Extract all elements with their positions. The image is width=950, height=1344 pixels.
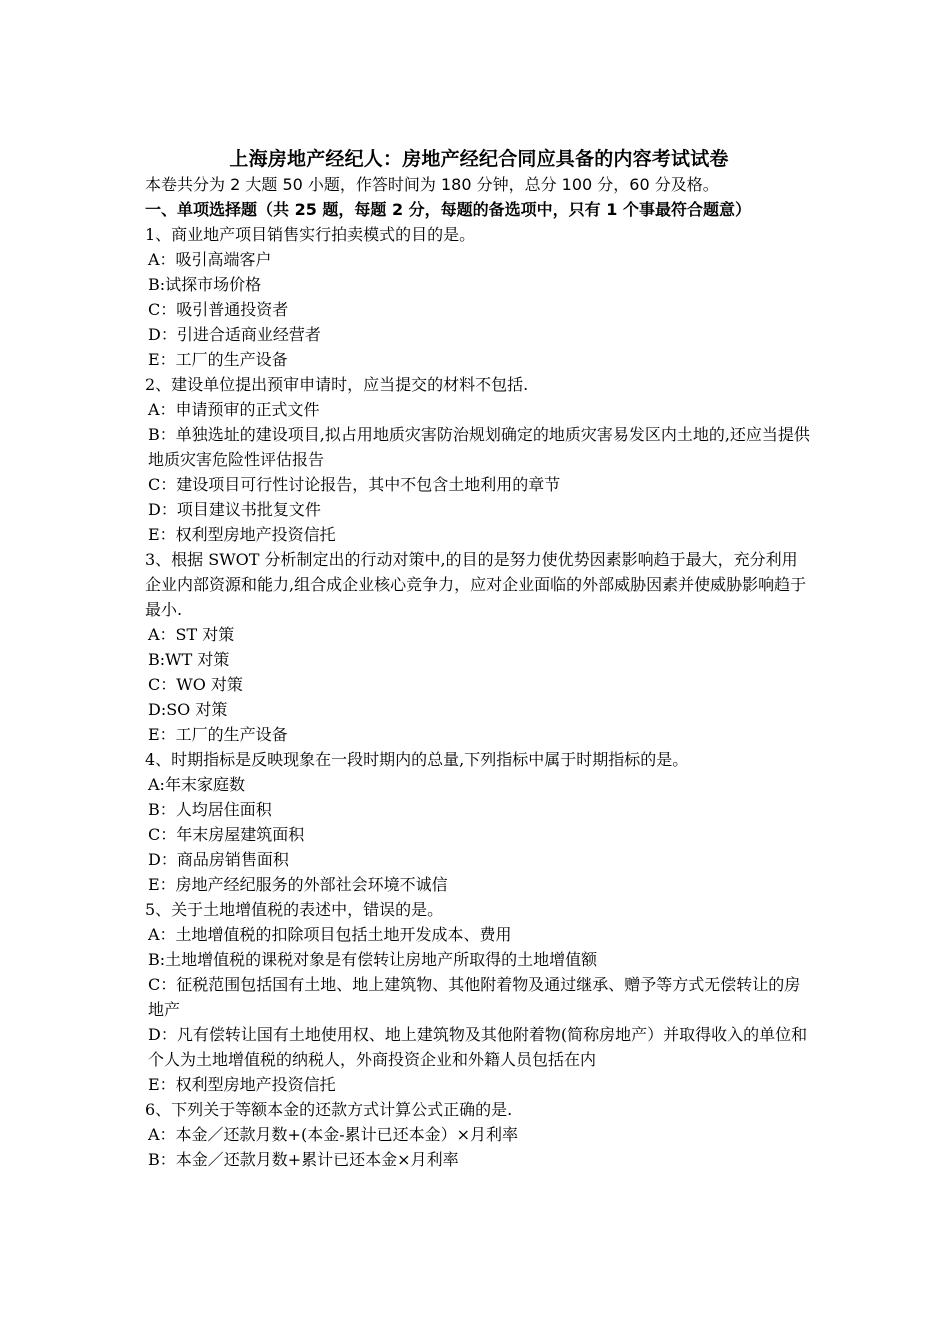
question-stem: 2、建设单位提出预审申请时，应当提交的材料不包括.	[145, 375, 529, 394]
answer-option: D：项目建议书批复文件	[148, 500, 321, 519]
question-item	[145, 222, 813, 372]
answer-option: E：权利型房地产投资信托	[148, 1075, 336, 1094]
answer-option: A：申请预审的正式文件	[148, 400, 320, 419]
question-item	[145, 372, 813, 547]
answer-option: A：土地增值税的扣除项目包括土地开发成本、费用	[148, 925, 512, 944]
exam-paper	[145, 146, 813, 1172]
answer-option: A：本金／还款月数+(本金-累计已还本金）×月利率	[148, 1125, 519, 1144]
answer-option: A：吸引高端客户	[148, 250, 272, 269]
document-title: 上海房地产经纪人：房地产经纪合同应具备的内容考试试卷	[229, 148, 729, 170]
answer-option: E：权利型房地产投资信托	[148, 525, 336, 544]
answer-option: C：年末房屋建筑面积	[148, 825, 305, 844]
question-stem: 6、下列关于等额本金的还款方式计算公式正确的是.	[145, 1100, 513, 1119]
answer-option: A：ST 对策	[148, 625, 235, 644]
answer-option: D:SO 对策	[148, 700, 228, 719]
question-stem: 1、商业地产项目销售实行拍卖模式的目的是。	[145, 225, 476, 244]
answer-option: B:试探市场价格	[148, 275, 262, 294]
answer-option: E：房地产经纪服务的外部社会环境不诚信	[148, 875, 448, 894]
answer-option: A:年末家庭数	[148, 775, 245, 794]
exam-intro: 本卷共分为 2 大题 50 小题，作答时间为 180 分钟，总分 100 分，60 分及格。	[145, 175, 719, 194]
answer-option: B:土地增值税的课税对象是有偿转让房地产所取得的土地增值额	[148, 950, 598, 969]
answer-option: E：工厂的生产设备	[148, 725, 288, 744]
answer-option: C：WO 对策	[148, 675, 243, 694]
answer-option: E：工厂的生产设备	[148, 350, 288, 369]
question-item	[145, 897, 813, 1097]
answer-option: D：引进合适商业经营者	[148, 325, 321, 344]
answer-option: D：商品房销售面积	[148, 850, 289, 869]
answer-option: D：凡有偿转让国有土地使用权、地上建筑物及其他附着物(简称房地产）并取得收入的单位和个人为土地增值税的纳税人，外商投资企业和外籍人员包括在内	[148, 1025, 808, 1069]
answer-option: B：人均居住面积	[148, 800, 272, 819]
answer-option: B：单独选址的建设项目,拟占用地质灾害防治规划确定的地质灾害易发区内土地的,还应当提供地质灾害危险性评估报告	[148, 425, 810, 469]
section-heading: 一、单项选择题（共 25 题，每题 2 分，每题的备选项中，只有 1 个事最符合题意）	[145, 200, 751, 219]
answer-option: C：吸引普通投资者	[148, 300, 289, 319]
answer-option: B：本金／还款月数+累计已还本金×月利率	[148, 1150, 459, 1169]
question-stem: 3、根据 SWOT 分析制定出的行动对策中,的目的是努力使优势因素影响趋于最大，充分利用企业内部资源和能力,组合成企业核心竞争力，应对企业面临的外部威胁因素并使威胁影响趋于最小.	[145, 550, 807, 619]
question-stem: 4、时期指标是反映现象在一段时期内的总量,下列指标中属于时期指标的是。	[145, 750, 689, 769]
question-item	[145, 747, 813, 897]
question-list	[145, 222, 813, 1172]
answer-option: C：征税范围包括国有土地、地上建筑物、其他附着物及通过继承、赠予等方式无偿转让的房地产	[148, 975, 801, 1019]
answer-option: B:WT 对策	[148, 650, 230, 669]
question-item	[145, 547, 813, 747]
question-stem: 5、关于土地增值税的表述中，错误的是。	[145, 900, 444, 919]
answer-option: C：建设项目可行性讨论报告，其中不包含土地利用的章节	[148, 475, 561, 494]
question-item	[145, 1097, 813, 1172]
